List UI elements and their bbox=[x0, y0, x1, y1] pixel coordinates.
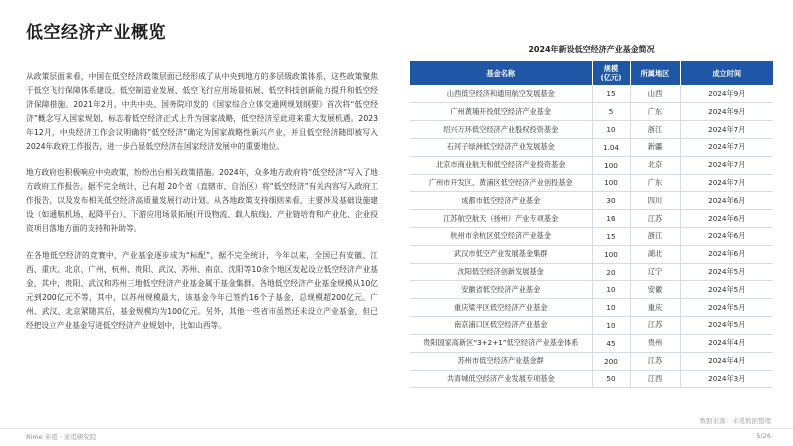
table-row bbox=[410, 138, 773, 156]
paragraph-industry-funds: 在各地低空经济的竞赛中，产业基金逐步成为“标配”，据不完全统计，今年以来，全国已有安徽、江西、重庆、北京、广州、杭州、贵阳、武汉、苏州、南京、沈阳等10余个地区发起设立低空经济产业基金，其中，贵阳、武汉和苏州三地低空经济产业基金属于基金集群。各地低空经济产业基金规模从10亿元到200亿元不等，其中，以苏州规模最大，该基金今年已签约16个子基金，总规模超200亿元。广州、武汉、北京紧随其后，基金规模均为100亿元。另外，其他一些省市虽然还未设立产业基金，但已经把设立产业基金写进低空经济产业规划中，比如山西等。 bbox=[26, 250, 378, 330]
cell-scale: 100 bbox=[592, 156, 630, 174]
table-row bbox=[410, 228, 773, 246]
cell-scale: 15 bbox=[592, 85, 630, 103]
cell-established: 2024年5月 bbox=[680, 263, 773, 281]
cell-scale: 1.04 bbox=[592, 138, 630, 156]
cell-region: 江苏 bbox=[630, 210, 680, 228]
cell-scale: 10 bbox=[592, 299, 630, 317]
table-row bbox=[410, 121, 773, 139]
cell-region: 广东 bbox=[630, 174, 680, 192]
cell-scale: 10 bbox=[592, 281, 630, 299]
cell-fund-name: 杭州市余杭区低空经济产业基金 bbox=[410, 228, 592, 246]
cell-fund-name: 武汉市低空产业发展基金集群 bbox=[410, 245, 592, 263]
cell-established: 2024年6月 bbox=[680, 192, 773, 210]
cell-fund-name: 北京市商业航天和低空经济产业投资基金 bbox=[410, 156, 592, 174]
table-row bbox=[410, 192, 773, 210]
table-row bbox=[410, 174, 773, 192]
cell-fund-name: 石河子绿洲低空经济产业发展基金 bbox=[410, 138, 592, 156]
cell-region: 贵州 bbox=[630, 334, 680, 352]
cell-established: 2024年3月 bbox=[680, 370, 773, 388]
table-row bbox=[410, 156, 773, 174]
cell-scale: 30 bbox=[592, 192, 630, 210]
cell-established: 2024年6月 bbox=[680, 245, 773, 263]
cell-region: 辽宁 bbox=[630, 263, 680, 281]
cell-scale: 100 bbox=[592, 174, 630, 192]
table-row bbox=[410, 317, 773, 335]
cell-fund-name: 绍兴万环低空经济产业股权投资基金 bbox=[410, 121, 592, 139]
header-scale-label: 规模 (亿元) bbox=[600, 64, 622, 82]
cell-established: 2024年4月 bbox=[680, 352, 773, 370]
cell-region: 广东 bbox=[630, 103, 680, 121]
table-row bbox=[410, 85, 773, 103]
cell-region: 浙江 bbox=[630, 228, 680, 246]
cell-scale: 50 bbox=[592, 370, 630, 388]
cell-region: 山西 bbox=[630, 85, 680, 103]
cell-established: 2024年7月 bbox=[680, 174, 773, 192]
cell-region: 北京 bbox=[630, 156, 680, 174]
cell-fund-name: 重庆梁平区低空经济产业基金 bbox=[410, 299, 592, 317]
cell-established: 2024年6月 bbox=[680, 228, 773, 246]
cell-region: 江苏 bbox=[630, 352, 680, 370]
page-number: 5/26 bbox=[756, 432, 771, 440]
table-row bbox=[410, 352, 773, 370]
cell-established: 2024年7月 bbox=[680, 121, 773, 139]
table-row bbox=[410, 370, 773, 388]
cell-scale: 15 bbox=[592, 228, 630, 246]
cell-scale: 16 bbox=[592, 210, 630, 228]
paragraph-policy-central: 从政策层面来看，中国在低空经济政策层面已经形成了从中央到地方的多层级政策体系，这些政策聚焦于低空飞行保障体系建设、低空制造业发展、低空飞行应用场景拓展、低空科技创新能力提升和低空经济保障措施。2021年2月，中共中央、国务院印发的《国家综合立体交通网规划纲要》首次将“低空经济”概念写入国家规划，标志着低空经济正式上升为国家战略，低空经济至此迎来重大发展机遇。2023年12月，中央经济工作会议明确将“低空经济”确定为国家战略性新兴产业，并且低空经济随即被写入2024年政府工作报告，进一步凸显低空经济在国家经济发展中的重要地位。 bbox=[26, 72, 378, 151]
header-established: 成立时间 bbox=[680, 61, 773, 85]
cell-fund-name: 苏州市低空经济产业基金群 bbox=[410, 352, 592, 370]
cell-region: 江西 bbox=[630, 370, 680, 388]
body-text bbox=[26, 70, 378, 345]
cell-scale: 45 bbox=[592, 334, 630, 352]
footer-divider bbox=[0, 428, 793, 429]
cell-scale: 100 bbox=[592, 245, 630, 263]
data-source: 数据来源：来觅数据整理 bbox=[699, 417, 771, 425]
paragraph-policy-local: 地方政府也积极响应中央政策，纷纷出台相关政策措施。2024年，众多地方政府将“低空经济”写入了地方政府工作报告。据不完全统计，已有超 20个省（直辖市、自治区）将“低空经济”有关内容写入政府工作报告，以及发布相关低空经济高质量发展行动计划。从各地政策支持细则来看，主要涉及基础设施建设（如通航机场、起降平台）、下游应用场景拓展(开设物流、载人航线)、产业链培育和产业化、企业投资项目落地方面的支持和补助等。 bbox=[26, 168, 378, 234]
cell-fund-name: 广州市开发区、黄浦区低空经济产业创投基金 bbox=[410, 174, 592, 192]
cell-scale: 10 bbox=[592, 317, 630, 335]
cell-established: 2024年6月 bbox=[680, 210, 773, 228]
cell-region: 江苏 bbox=[630, 317, 680, 335]
table-row bbox=[410, 263, 773, 281]
table-body bbox=[410, 85, 773, 388]
cell-established: 2024年7月 bbox=[680, 156, 773, 174]
cell-fund-name: 沈阳低空经济创新发展基金 bbox=[410, 263, 592, 281]
header-scale bbox=[592, 61, 630, 85]
table-row bbox=[410, 103, 773, 121]
cell-region: 四川 bbox=[630, 192, 680, 210]
cell-fund-name: 南京浦口区低空经济产业基金 bbox=[410, 317, 592, 335]
page-title: 低空经济产业概览 bbox=[26, 23, 166, 43]
table-header-row bbox=[410, 61, 773, 85]
table-row bbox=[410, 210, 773, 228]
table-row bbox=[410, 334, 773, 352]
cell-fund-name: 成都市低空经济产业基金 bbox=[410, 192, 592, 210]
cell-scale: 20 bbox=[592, 263, 630, 281]
cell-region: 重庆 bbox=[630, 299, 680, 317]
cell-established: 2024年5月 bbox=[680, 281, 773, 299]
cell-fund-name: 安徽省低空经济产业基金 bbox=[410, 281, 592, 299]
cell-fund-name: 贵阳国家高新区“3+2+1”低空经济产业基金体系 bbox=[410, 334, 592, 352]
cell-region: 湖北 bbox=[630, 245, 680, 263]
cell-established: 2024年7月 bbox=[680, 138, 773, 156]
cell-scale: 200 bbox=[592, 352, 630, 370]
cell-established: 2024年4月 bbox=[680, 334, 773, 352]
header-fund-name: 基金名称 bbox=[410, 61, 592, 85]
cell-established: 2024年5月 bbox=[680, 317, 773, 335]
cell-fund-name: 共青城低空经济产业发展专项基金 bbox=[410, 370, 592, 388]
table-row bbox=[410, 245, 773, 263]
table-title: 2024年新设低空经济产业基金简况 bbox=[528, 45, 655, 54]
cell-scale: 10 bbox=[592, 121, 630, 139]
table-row bbox=[410, 281, 773, 299]
fund-table bbox=[410, 61, 773, 388]
cell-established: 2024年9月 bbox=[680, 85, 773, 103]
cell-scale: 5 bbox=[592, 103, 630, 121]
cell-region: 浙江 bbox=[630, 121, 680, 139]
cell-established: 2024年5月 bbox=[680, 299, 773, 317]
cell-established: 2024年9月 bbox=[680, 103, 773, 121]
header-region: 所属地区 bbox=[630, 61, 680, 85]
cell-region: 安徽 bbox=[630, 281, 680, 299]
footer-brand: Rime 来觅 · 来觅研究院 bbox=[26, 433, 97, 441]
cell-region: 新疆 bbox=[630, 138, 680, 156]
table-row bbox=[410, 299, 773, 317]
cell-fund-name: 广州黄埔开投低空经济产业基金 bbox=[410, 103, 592, 121]
cell-fund-name: 江苏航空航天（扬州）产业专项基金 bbox=[410, 210, 592, 228]
cell-fund-name: 山西低空经济和通用航空发展基金 bbox=[410, 85, 592, 103]
